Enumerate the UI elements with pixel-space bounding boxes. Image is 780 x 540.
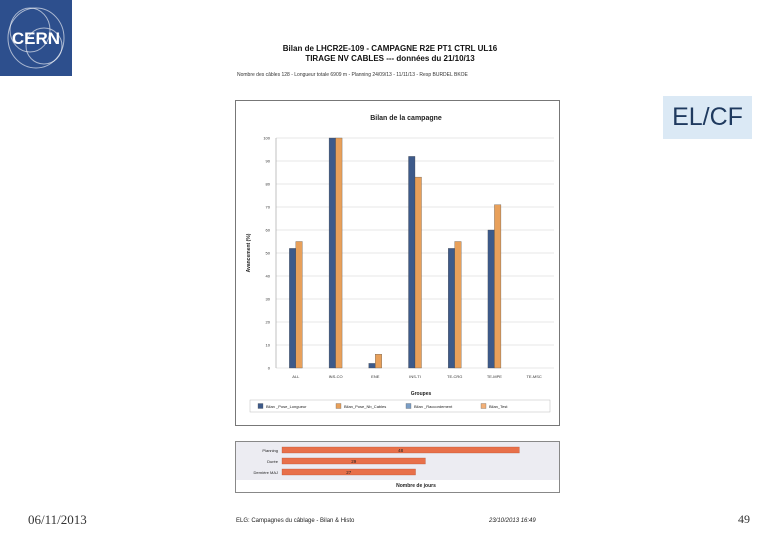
- planning-chart-panel: [235, 441, 560, 493]
- x-axis-label: Groupes: [410, 391, 432, 397]
- bar-ins-co-2: [336, 138, 343, 368]
- x-tick-label: ALL: [292, 374, 300, 379]
- x-tick-label: TE-MSC: [526, 374, 542, 379]
- bar-ene-1: [369, 363, 376, 368]
- legend-label: Bilan_Pose_Nb_Cables: [344, 404, 387, 409]
- bar-all-1: [289, 248, 296, 368]
- chart-title: Bilan de la campagne: [370, 115, 442, 122]
- planning-row-label: Planning: [262, 448, 278, 453]
- bar-te-crg-1: [448, 248, 455, 368]
- footer-timestamp: 23/10/2013 16:49: [489, 518, 536, 524]
- campaign-bar-chart: [236, 101, 559, 425]
- legend-swatch: [336, 404, 341, 409]
- x-tick-label: TE-MPE: [486, 374, 502, 379]
- planning-x-label: Nombre de jours: [396, 483, 436, 489]
- campaign-chart-panel: [235, 100, 560, 426]
- legend-label: Bilan _Raccordement: [414, 404, 453, 409]
- y-tick-label: 30: [265, 296, 270, 302]
- y-axis-label: Avancement (%): [246, 233, 252, 273]
- legend-swatch: [481, 404, 486, 409]
- x-tick-label: ENE: [371, 374, 380, 379]
- bar-all-2: [296, 242, 303, 369]
- x-tick-label: TE-CRG: [447, 374, 463, 379]
- department-tag: EL/CF: [663, 96, 752, 139]
- bar-ins-co-1: [329, 138, 336, 368]
- svg-text:CERN: CERN: [11, 29, 61, 48]
- planning-value-label: 29: [351, 459, 357, 464]
- footer-caption: ELG: Campagnes du câblage - Bilan & Histo: [236, 518, 355, 524]
- bar-te-mpe-2: [494, 205, 501, 368]
- legend-swatch: [406, 404, 411, 409]
- report-summary: Nombre des câbles 128 - Longueur totale 6909 m - Planning 24/09/13 - 11/11/13 - Resp BURDEL BKOE: [237, 72, 468, 78]
- bar-ins-ti-1: [409, 156, 416, 368]
- y-tick-label: 80: [265, 181, 270, 187]
- footer-date: 06/11/2013: [28, 512, 87, 527]
- y-tick-label: 50: [265, 250, 270, 256]
- planning-value-label: 48: [398, 448, 404, 453]
- report-title: Bilan de LHCR2E-109 - CAMPAGNE R2E PT1 CTRL UL16: [282, 44, 498, 53]
- planning-row-label: Dernière MAJ: [253, 470, 278, 475]
- cern-logo: [0, 0, 72, 76]
- y-tick-label: 10: [265, 342, 270, 348]
- bar-te-crg-2: [455, 242, 462, 369]
- x-tick-label: INS-CO: [328, 374, 343, 379]
- y-tick-label: 90: [265, 158, 270, 164]
- report-subtitle: TIRAGE NV CABLES --- données du 21/10/13: [305, 54, 475, 63]
- y-tick-label: 20: [265, 319, 270, 325]
- page-number: 49: [738, 512, 750, 526]
- planning-value-label: 27: [346, 470, 352, 475]
- bar-ins-ti-2: [415, 177, 422, 368]
- y-tick-label: 60: [265, 227, 270, 233]
- y-tick-label: 100: [263, 135, 270, 141]
- planning-bar-chart: [236, 442, 559, 492]
- y-tick-label: 0: [267, 365, 270, 371]
- legend-label: Bilan _Pose_Longueur: [266, 404, 307, 409]
- y-tick-label: 70: [265, 204, 270, 210]
- legend-swatch: [258, 404, 263, 409]
- x-tick-label: INS-TI: [409, 374, 421, 379]
- legend-label: Bilan_Test: [489, 404, 508, 409]
- planning-row-label: Durée: [267, 459, 278, 464]
- bar-te-mpe-1: [488, 230, 495, 368]
- bar-ene-2: [375, 354, 382, 368]
- y-tick-label: 40: [265, 273, 270, 279]
